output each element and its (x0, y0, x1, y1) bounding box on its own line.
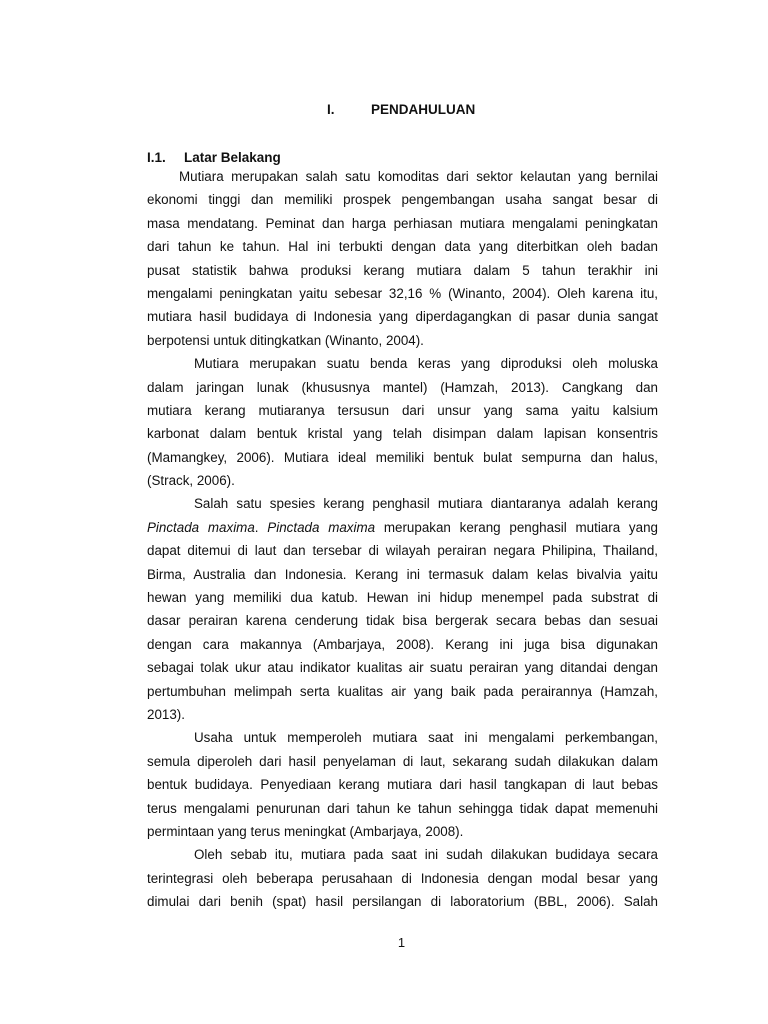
text-line: masa mendatang. Peminat dan harga perhiasan mutiara mengalami peningkatan (147, 215, 658, 231)
text-line: Mutiara merupakan suatu benda keras yang diproduksi oleh moluska (194, 356, 658, 372)
section-heading (147, 150, 281, 165)
chapter-number: I. (327, 102, 335, 117)
text-line: dari tahun ke tahun. Hal ini terbukti dengan data yang diterbitkan oleh badan (147, 239, 658, 255)
chapter-title: PENDAHULUAN (371, 102, 476, 117)
text-line: hewan yang memiliki dua katub. Hewan ini hidup menempel pada substrat di (147, 590, 658, 606)
text-line: sebagai tolak ukur atau indikator kualitas air suatu perairan yang ditandai dengan (147, 660, 658, 676)
text-line: terintegrasi oleh beberapa perusahaan di Indonesia dengan modal besar yang (147, 870, 658, 886)
section-title: Latar Belakang (184, 150, 281, 165)
text-line: pertumbuhan melimpah serta kualitas air yang baik pada perairannya (Hamzah, (147, 683, 658, 699)
text-line: Mutiara merupakan salah satu komoditas dari sektor kelautan yang bernilai (179, 169, 658, 184)
text-line: dasar perairan karena cenderung tidak bisa bergerak secara bebas dan sesuai (147, 613, 658, 629)
text-line: 2013). (147, 706, 185, 722)
text-line: berpotensi untuk ditingkatkan (Winanto, 2004). (147, 332, 424, 348)
text-line-species (147, 516, 658, 539)
text-line: karbonat dalam bentuk kristal yang telah disimpan dalam lapisan konsentris (147, 426, 658, 442)
species-name-italic: Pinctada maxima (147, 519, 255, 535)
text-line: semula diperoleh dari hasil penyelaman di laut, sekarang sudah dilakukan dalam (147, 753, 658, 769)
text-line: terus mengalami penurunan dari tahun ke tahun sehingga tidak dapat memenuhi (147, 800, 658, 816)
text-line: (Strack, 2006). (147, 473, 235, 489)
text-fragment: merupakan kerang penghasil mutiara yang (375, 519, 658, 535)
text-line: Salah satu spesies kerang penghasil mutiara diantaranya adalah kerang (194, 496, 658, 512)
section-number: I.1. (147, 150, 166, 165)
body-text (147, 165, 658, 914)
text-line: permintaan yang terus meningkat (Ambarjaya, 2008). (147, 823, 464, 839)
text-line: ekonomi tinggi dan memiliki prospek pengembangan usaha sangat besar di (147, 192, 658, 208)
text-line: mengalami peningkatan yaitu sebesar 32,16 % (Winanto, 2004). Oleh karena itu, (147, 285, 658, 301)
page-number: 1 (397, 935, 406, 950)
text-line: dapat ditemui di laut dan tersebar di wilayah perairan negara Philipina, Thailand, (147, 543, 658, 559)
text-fragment: . (254, 519, 268, 535)
text-line: Birma, Australia dan Indonesia. Kerang ini termasuk dalam kelas bivalvia yaitu (147, 566, 658, 582)
text-line: bentuk budidaya. Penyediaan kerang mutiara dari hasil tangkapan di laut bebas (147, 777, 658, 793)
text-line: mutiara kerang mutiaranya tersusun dari unsur yang sama yaitu kalsium (147, 402, 658, 418)
text-line: pusat statistik bahwa produksi kerang mutiara dalam 5 tahun terakhir ini (147, 262, 658, 278)
text-line: (Mamangkey, 2006). Mutiara ideal memiliki bentuk bulat sempurna dan halus, (147, 449, 658, 465)
text-line: mutiara hasil budidaya di Indonesia yang diperdagangkan di pasar dunia sangat (147, 309, 658, 325)
text-line: Usaha untuk memperoleh mutiara saat ini mengalami perkembangan, (194, 730, 658, 746)
text-line: dalam jaringan lunak (khususnya mantel) (Hamzah, 2013). Cangkang dan (147, 379, 658, 395)
text-line: Oleh sebab itu, mutiara pada saat ini sudah dilakukan budidaya secara (194, 847, 658, 863)
text-line: dimulai dari benih (spat) hasil persilangan di laboratorium (BBL, 2006). Salah (147, 894, 658, 910)
chapter-heading (327, 102, 475, 117)
species-name-italic: Pinctada maxima (267, 519, 376, 535)
text-line: dengan cara makannya (Ambarjaya, 2008). Kerang ini juga bisa digunakan (147, 636, 658, 652)
